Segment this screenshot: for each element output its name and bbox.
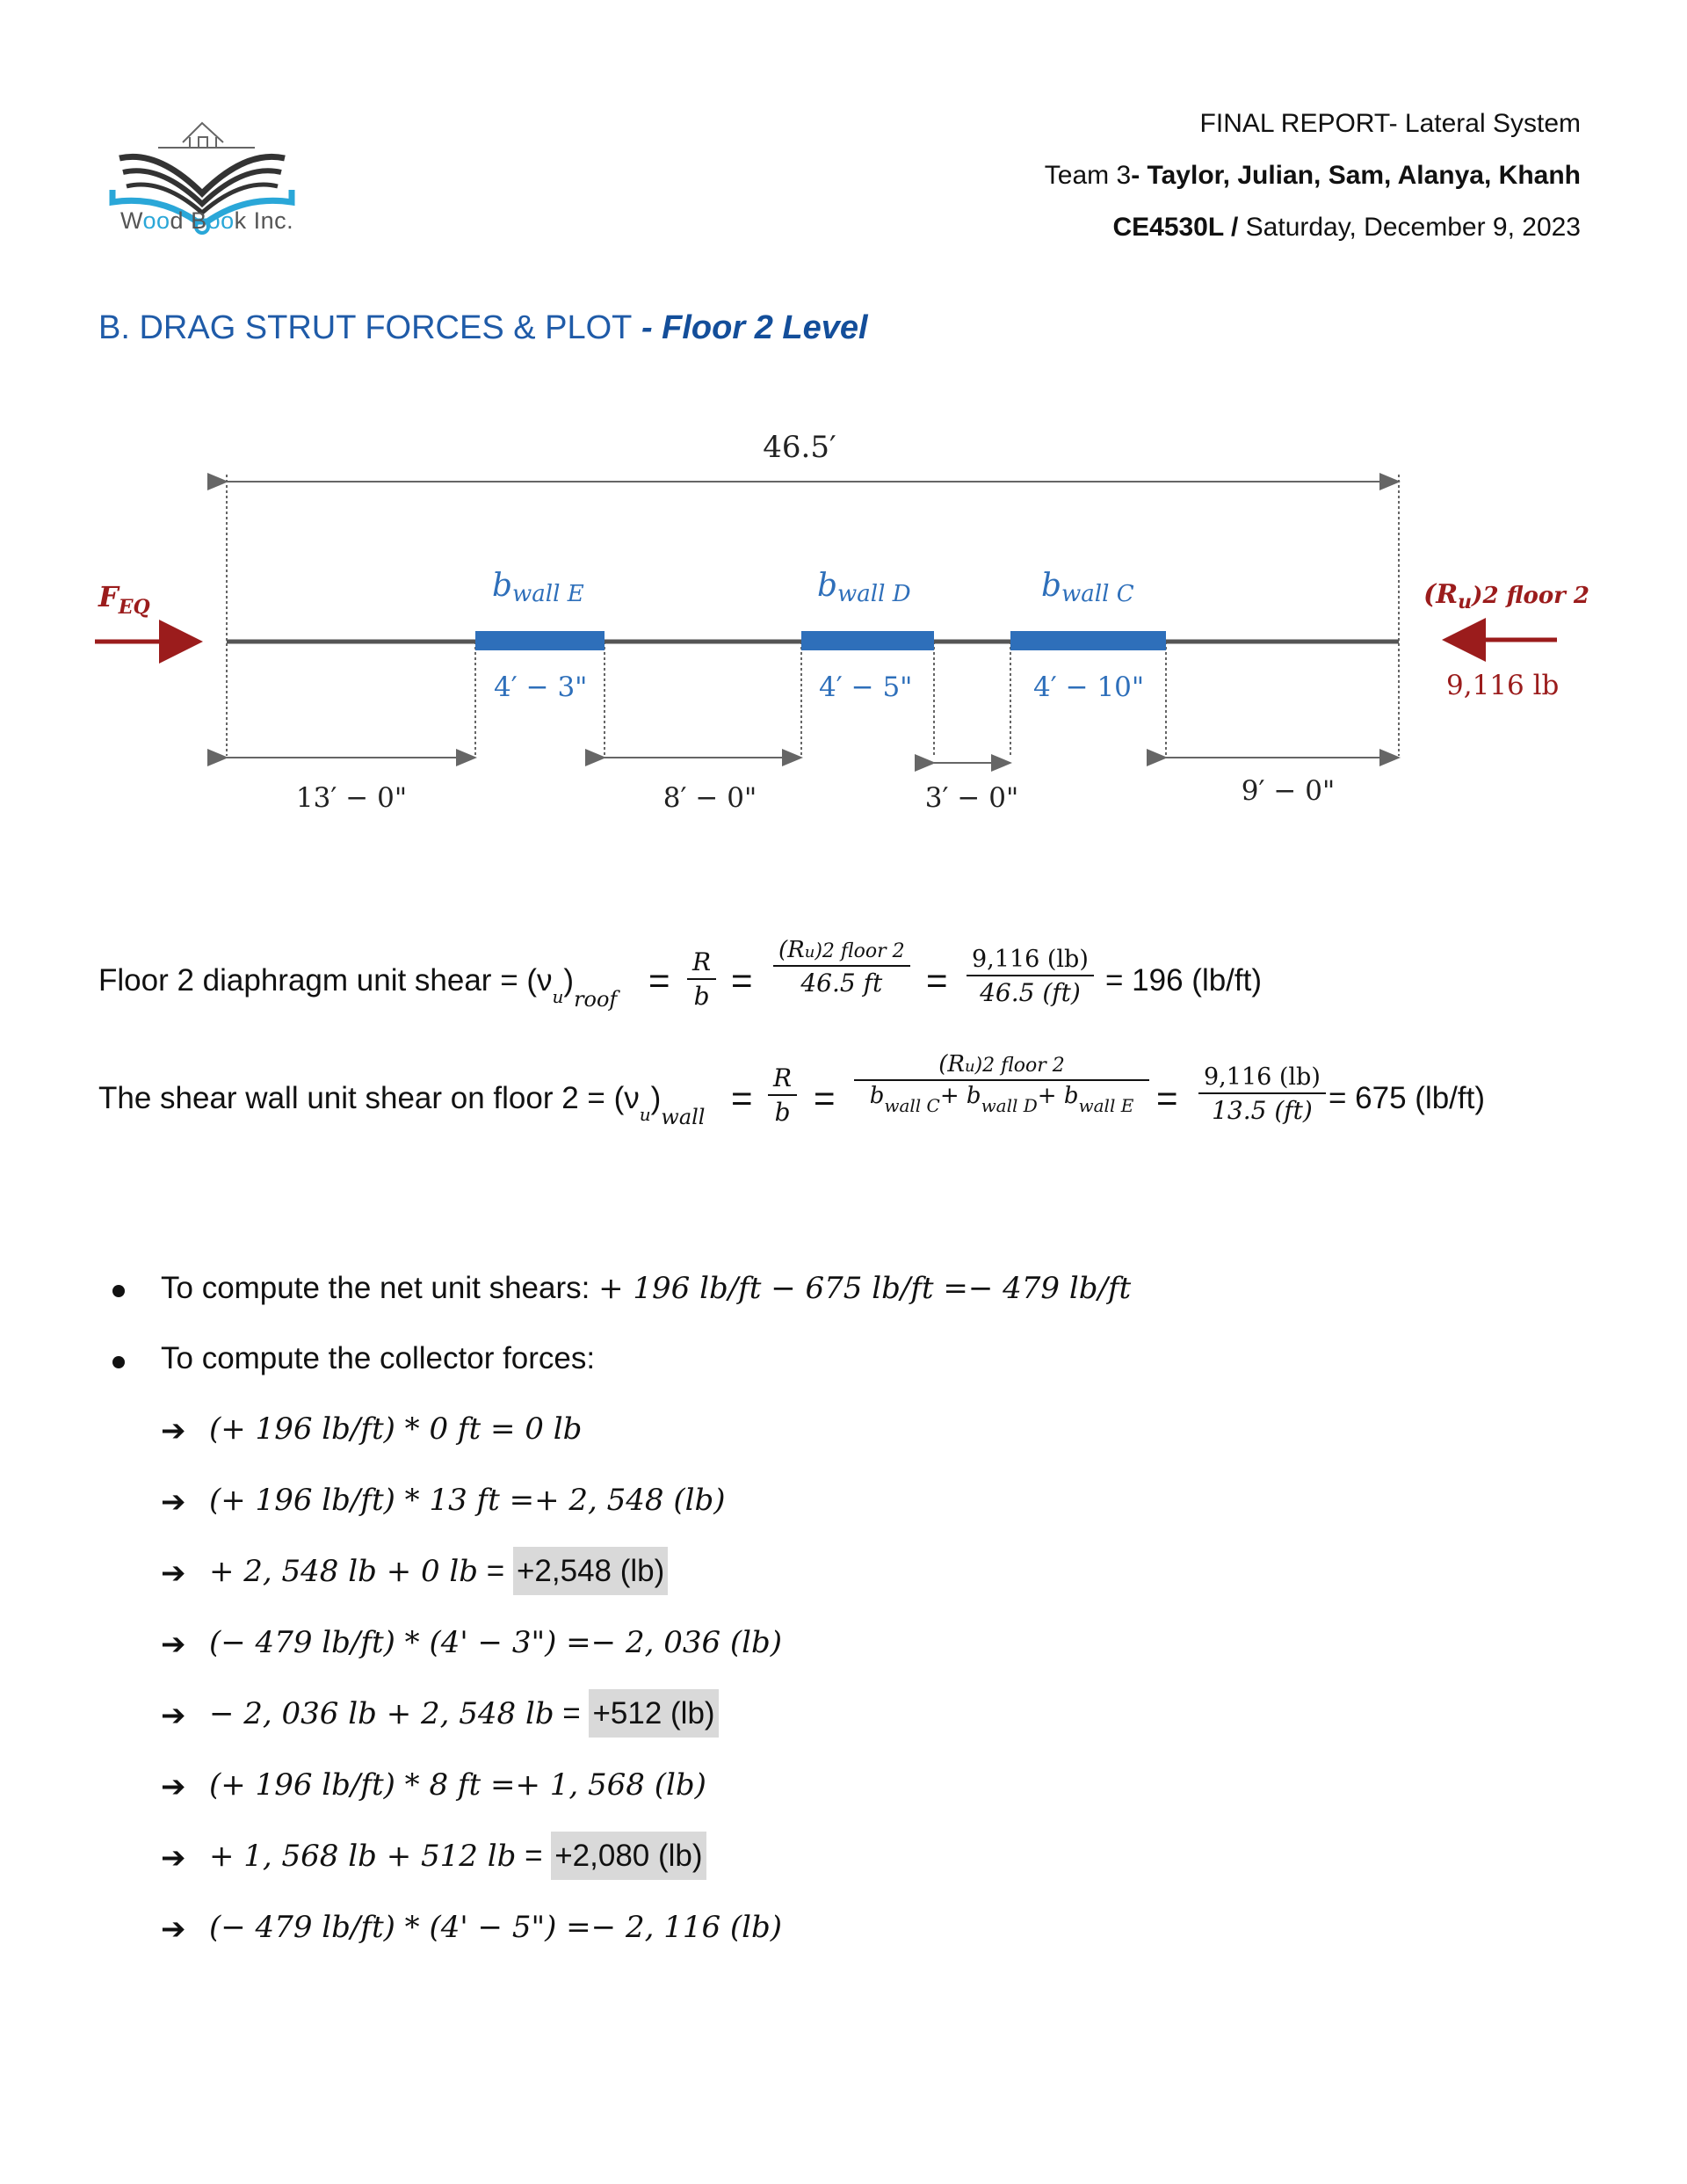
gap-2-label: 8′ − 0": [662, 782, 757, 814]
step-arrow-icon: ➔: [161, 1912, 186, 1946]
wall-e-bar: [475, 631, 605, 650]
wall-d-label: bwall D: [817, 568, 911, 607]
step-equals: =: [554, 1696, 590, 1731]
eq2-equals-1: =: [731, 1077, 753, 1119]
wall-d-length: 4′ − 5": [819, 671, 913, 703]
step-arrow-icon: ➔: [161, 1770, 186, 1803]
step-line: [209, 1696, 719, 1731]
step-line: [209, 1767, 706, 1803]
step-line: [209, 1839, 706, 1874]
step-arrow-icon: ➔: [161, 1699, 186, 1732]
gap-4-label: 9′ − 0": [1241, 775, 1336, 807]
step-math: (+ 196 lb/ft) * 0 ft = 0 lb: [209, 1411, 583, 1447]
force-left-label: $F_{EQ}$: [98, 580, 150, 619]
eq2-equals-2: =: [814, 1077, 836, 1119]
company-name: Wood Book Inc.: [120, 207, 294, 234]
eq1-result: = 196 (lb/ft): [1105, 963, 1263, 998]
eq1-equals-2: =: [731, 960, 753, 1001]
wall-e-length: 4′ − 3": [494, 671, 588, 703]
eq1-fraction-3: $\frac{9,116 (lb)}{46.5 (ft)}$: [967, 946, 1094, 1007]
section-heading: B. DRAG STRUT FORCES & PLOT - Floor 2 Level: [98, 309, 868, 346]
step-math: (− 479 lb/ft) * (4' − 3") =− 2, 036 (lb): [209, 1625, 783, 1660]
step-math: (+ 196 lb/ft) * 13 ft =+ 2, 548 (lb): [209, 1483, 726, 1518]
step-line: [209, 1554, 668, 1589]
force-right-label: $(R_u)2$ floor 2: [1423, 579, 1590, 613]
eq2-label: The shear wall unit shear on floor $2 = (\nu_u)_{wall}$: [98, 1081, 706, 1129]
team-line: Team 3- Taylor, Julian, Sam, Alanya, Khanh: [1044, 161, 1581, 190]
eq1-fraction-2: (Ru)2 floor 2 46.5 ft: [773, 937, 910, 998]
step-result-highlight: +2,080 (lb): [551, 1832, 706, 1880]
step-arrow-icon: ➔: [161, 1414, 186, 1448]
eq2-equals-3: =: [1156, 1077, 1178, 1119]
total-length-label: 46.5′: [763, 430, 836, 465]
course-date-line: CE4530L / Saturday, December 9, 2023: [1112, 213, 1581, 242]
report-title: FINAL REPORT- Lateral System: [1199, 109, 1581, 138]
eq2-fraction-3: $\frac{9,116 (lb)}{13.5 (ft)}$: [1198, 1063, 1326, 1125]
step-math: + 2, 548 lb + 0 lb: [209, 1554, 479, 1589]
eq1-equals-3: =: [926, 960, 948, 1001]
wall-e-label: bwall E: [492, 568, 584, 607]
eq1-fraction-1: $\frac{R}{b}$: [687, 947, 716, 1011]
eq2-fraction-1: $\frac{R}{b}$: [768, 1063, 797, 1127]
step-line: [209, 1483, 726, 1518]
step-math: (+ 196 lb/ft) * 8 ft =+ 1, 568 (lb): [209, 1767, 706, 1803]
step-line: [209, 1910, 782, 1945]
step-arrow-icon: ➔: [161, 1628, 186, 1661]
bullet-dot: [112, 1285, 125, 1297]
step-equals: =: [478, 1554, 513, 1588]
wall-d-bar: [801, 631, 934, 650]
step-result-highlight: +512 (lb): [589, 1689, 718, 1738]
step-line: [209, 1411, 582, 1447]
eq2-result: = 675 (lb/ft): [1329, 1081, 1486, 1115]
gap-3-label: 3′ − 0": [924, 782, 1019, 814]
step-arrow-icon: ➔: [161, 1556, 186, 1590]
force-right-value: 9,116 lb: [1446, 670, 1560, 701]
eq1-label: Floor 2 diaphragm unit shear = $(\nu_u)_{roof}$: [98, 963, 618, 1012]
step-math: − 2, 036 lb + 2, 548 lb: [209, 1696, 554, 1731]
step-result-highlight: +2,548 (lb): [513, 1547, 668, 1595]
eq2-fraction-2: (Ru)2 floor 2 $b_{wall C}+ b_{wall D}+ b_{wall E}$: [854, 1051, 1149, 1109]
bullet-net-unit-shears: To compute the net unit shears: + 196 lb/ft − 675 lb/ft =− 479 lb/ft: [161, 1271, 1132, 1306]
step-arrow-icon: ➔: [161, 1485, 186, 1519]
bullet-dot: [112, 1356, 125, 1368]
drag-strut-diagram: [0, 404, 1687, 861]
bullet-collector-forces: To compute the collector forces:: [161, 1341, 596, 1375]
step-arrow-icon: ➔: [161, 1841, 186, 1875]
wall-c-label: bwall C: [1041, 568, 1134, 607]
wall-c-bar: [1010, 631, 1166, 650]
step-equals: =: [516, 1839, 552, 1873]
eq1-equals-1: =: [648, 960, 670, 1001]
gap-1-label: 13′ − 0": [295, 782, 408, 814]
step-line: [209, 1625, 782, 1660]
step-math: (− 479 lb/ft) * (4' − 5") =− 2, 116 (lb): [209, 1910, 783, 1945]
step-math: + 1, 568 lb + 512 lb: [209, 1839, 517, 1874]
wall-c-length: 4′ − 10": [1033, 671, 1145, 703]
